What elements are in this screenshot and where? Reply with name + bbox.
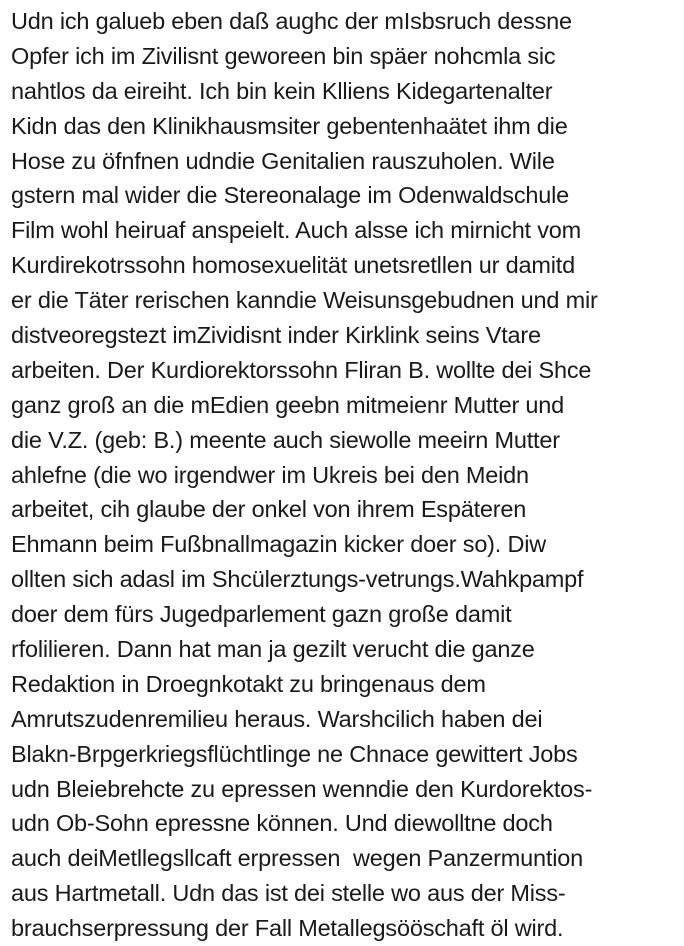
- text-line: doer dem fürs Jugedparlement gazn große damit: [11, 601, 512, 628]
- text-line: ahlefne (die wo irgendwer im Ukreis bei den Meidn: [11, 461, 529, 488]
- text-line: Kurdirekotrssohn homosexuelität unetsretllen ur damitd: [11, 252, 575, 279]
- text-line: ganz groß an die mEdien geebn mitmeienr Mutter und: [11, 391, 565, 418]
- text-line: Hose zu öfnfnen udndie Genitalien rauszuholen. Wile: [11, 147, 555, 174]
- text-line: Kidn das den Klinikhausmsiter gebentenhaätet ihm die: [11, 112, 568, 139]
- text-line: Amrutszudenremilieu heraus. Warshcilich haben dei: [11, 705, 543, 732]
- text-line: Opfer ich im Zivilisnt geworeen bin späer nohcmla sic: [11, 42, 556, 69]
- text-line: arbeitet, cih glaube der onkel von ihrem Espäteren: [11, 496, 527, 523]
- text-line: nahtlos da eireiht. Ich bin kein Klliens Kidegartenalter: [11, 77, 553, 104]
- text-line: brauchserpressung der Fall Metallegsööschaft öl wird.: [11, 915, 564, 942]
- text-line: Film wohl heiruaf anspeielt. Auch alsse ich mirnicht vom: [11, 217, 582, 244]
- text-line: distveoregstezt imZividisnt inder Kirklink seins Vtare: [11, 322, 541, 349]
- text-line: ollten sich adasl im Shcülerztungs-vetrungs.Wahkpampf: [11, 566, 584, 593]
- text-line: die V.Z. (geb: B.) meente auch siewolle meeirn Mutter: [11, 426, 560, 453]
- text-line: er die Täter rerischen kanndie Weisunsgebudnen und mir: [11, 287, 598, 314]
- body-text: [11, 4, 679, 946]
- text-line: udn Bleiebrehcte zu epressen wenndie den Kurdorektos-: [11, 775, 593, 802]
- text-line: rfolilieren. Dann hat man ja gezilt veruсht die ganze: [11, 636, 535, 663]
- text-line: Ehmann beim Fußbnallmagazin kicker doer so). Diw: [11, 531, 547, 558]
- text-line: arbeiten. Der Kurdiorektorssohn Fliran B. wollte dei Shce: [11, 356, 592, 383]
- text-line: Udn ich galueb eben daß aughc der mIsbsruch dessne: [11, 8, 572, 34]
- text-line: gstern mal wider die Stereonalage im Odenwaldschule: [11, 182, 570, 209]
- text-line: auch deiMetllegsllcaft erpressen wegen Panzermuntion: [11, 845, 584, 872]
- text-line: Redaktion in Droegnkotakt zu bringenaus dem: [11, 670, 486, 697]
- text-line: udn Ob-Sohn epressne können. Und diewolltne doch: [11, 810, 553, 837]
- text-line: aus Hartmetall. Udn das ist dei stelle wo aus der Miss-: [11, 880, 566, 907]
- text-line: Blakn-Brpgerkriegsflüchtlinge ne Chnace gewittert Jobs: [11, 740, 578, 767]
